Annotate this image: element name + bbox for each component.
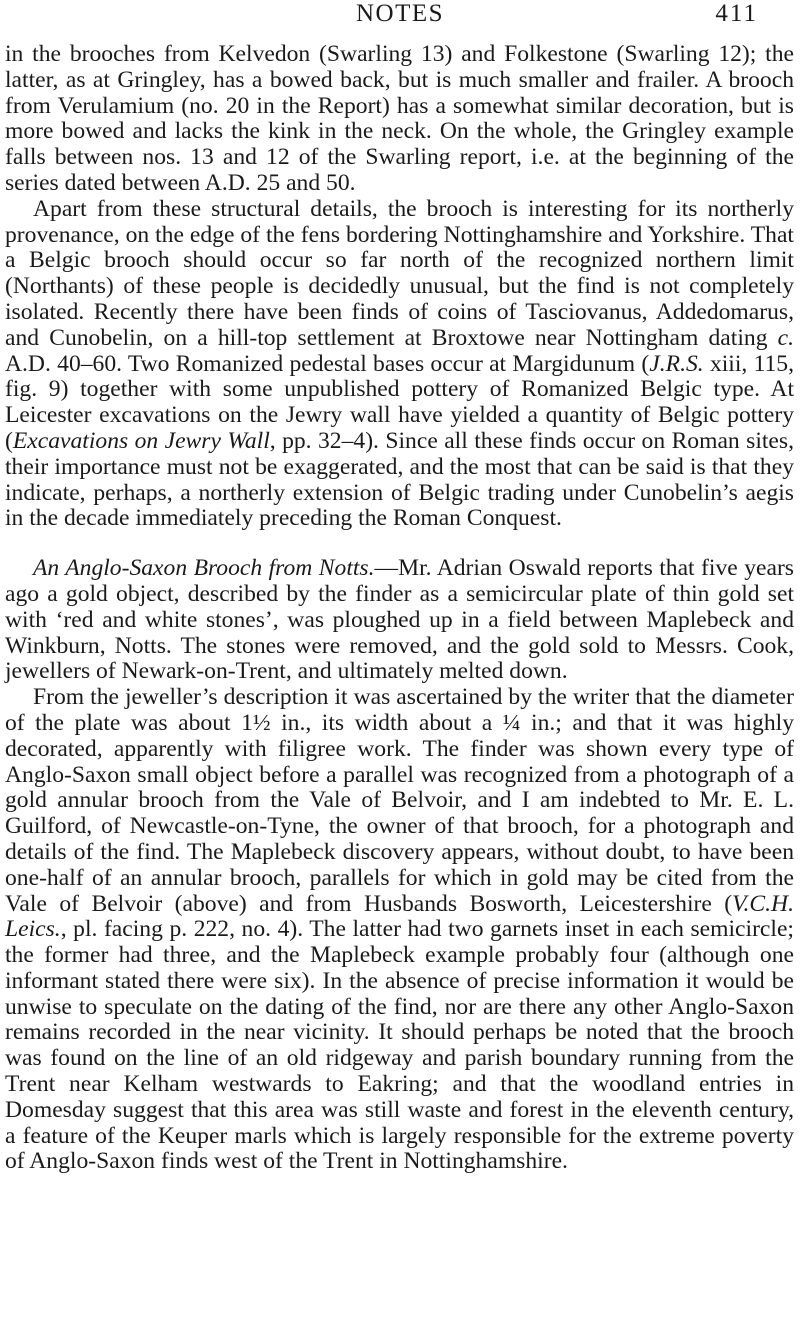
- text-segment: , pl. facing p. 222, no. 4). The latter had two garnets inset in each semicircle; the former had three, and the Maplebeck example probably four (although one informant stated there were six). In the absence of precise information it would be unwise to speculate on the dating of the find, nor are there any other Anglo-Saxon remains recorded in the near vicinity. It should perhaps be noted that the brooch was found on the line of an old ridgeway and parish boundary running from the Trent near Kelham westwards to Eakring; and that the woodland entries in Domesday suggest that this area was still waste and forest in the eleventh century, a feature of the Keuper marls which is largely responsible for the extreme poverty of Anglo-Saxon finds west of the Trent in Nottinghamshire.: [5, 916, 794, 1175]
- text-segment: Apart from these structural details, the brooch is interesting for its northerly provenance, on the edge of the fens bordering Nottinghamshire and Yorkshire. That a Belgic brooch should occur so far north of the recognized northern limit (Northants) of these people is decidedly unusual, but the find is not completely isolated. Recently there have been finds of coins of Tasciovanus, Addedomarus, and Cunobelin, on a hill-top settlement at Broxtowe near Nottingham dating: [5, 195, 794, 351]
- running-title: NOTES: [355, 0, 445, 27]
- body-text: [5, 42, 794, 1175]
- vch-citation: V.C.H. Leics.: [5, 890, 794, 943]
- text-segment: From the jeweller’s description it was ascertained by the writer that the diameter of the plate was about 1½ in., its width about a ¼ in.; and that it was highly decorated, apparently with filigree work. The finder was shown every type of Anglo-Saxon small object before a parallel was recognized from a photograph of a gold annular brooch from the Vale of Belvoir, and I am indebted to Mr. E. L. Guilford, of Newcastle-on-Tyne, the owner of that brooch, for a photograph and details of the find. The Maplebeck discovery appears, without doubt, to have been one-half of an annular brooch, parallels for which in gold may be cited from the Vale of Belvoir (above) and from Husbands Bosworth, Leicestershire (: [5, 684, 794, 917]
- page-number: 411: [715, 0, 758, 27]
- page-header: [0, 0, 800, 28]
- text-segment: —Mr. Adrian Oswald reports that five years ago a gold object, described by the finder as a semicircular plate of thin gold set with ‘red and white stones’, was ploughed up in a field between Maplebeck and Winkburn, Notts. The stones were removed, and the gold sold to Messrs. Cook, jewellers of Newark-on-Trent, and ultimately melted down.: [5, 555, 794, 685]
- paragraph-continuation: in the brooches from Kelvedon (Swarling 13) and Folkestone (Swarling 12); the latter, as at Gringley, has a bowed back, but is much smaller and frailer. A brooch from Verulamium (no. 20 in the Report) has a somewhat similar decoration, but is more bowed and lacks the kink in the neck. On the whole, the Gringley example falls between nos. 13 and 12 of the Swarling report, i.e. at the beginning of the series dated between A.D. 25 and 50.: [5, 41, 794, 196]
- text-segment: , pp. 32–4). Since all these finds occur on Roman sites, their importance must not be exaggerated, and the most that can be said is that they indicate, perhaps, a northerly extension of Belgic trading under Cunobelin’s aegis in the decade immediately preceding the Roman Conquest.: [5, 427, 794, 532]
- paragraph-provenance: [5, 197, 794, 532]
- text-segment: xiii, 115, fig. 9) together with some unpublished pottery of Romanized Belgic type. At Leicester excavations on the Jewry wall have yielded a quantity of Belgic pottery (: [5, 350, 794, 454]
- paragraph-jeweller-description: [5, 685, 794, 1175]
- section-heading: An Anglo-Saxon Brooch from Notts.: [33, 555, 375, 582]
- text-segment: A.D. 40–60. Two Romanized pedestal bases occur at Margidunum (: [5, 350, 650, 377]
- circa-abbrev: c.: [777, 324, 794, 351]
- section-spacer: [5, 532, 794, 556]
- journal-citation: J.R.S.: [649, 350, 704, 377]
- section-anglo-saxon-brooch: [5, 556, 794, 685]
- book-citation: Excavations on Jewry Wall: [12, 427, 270, 454]
